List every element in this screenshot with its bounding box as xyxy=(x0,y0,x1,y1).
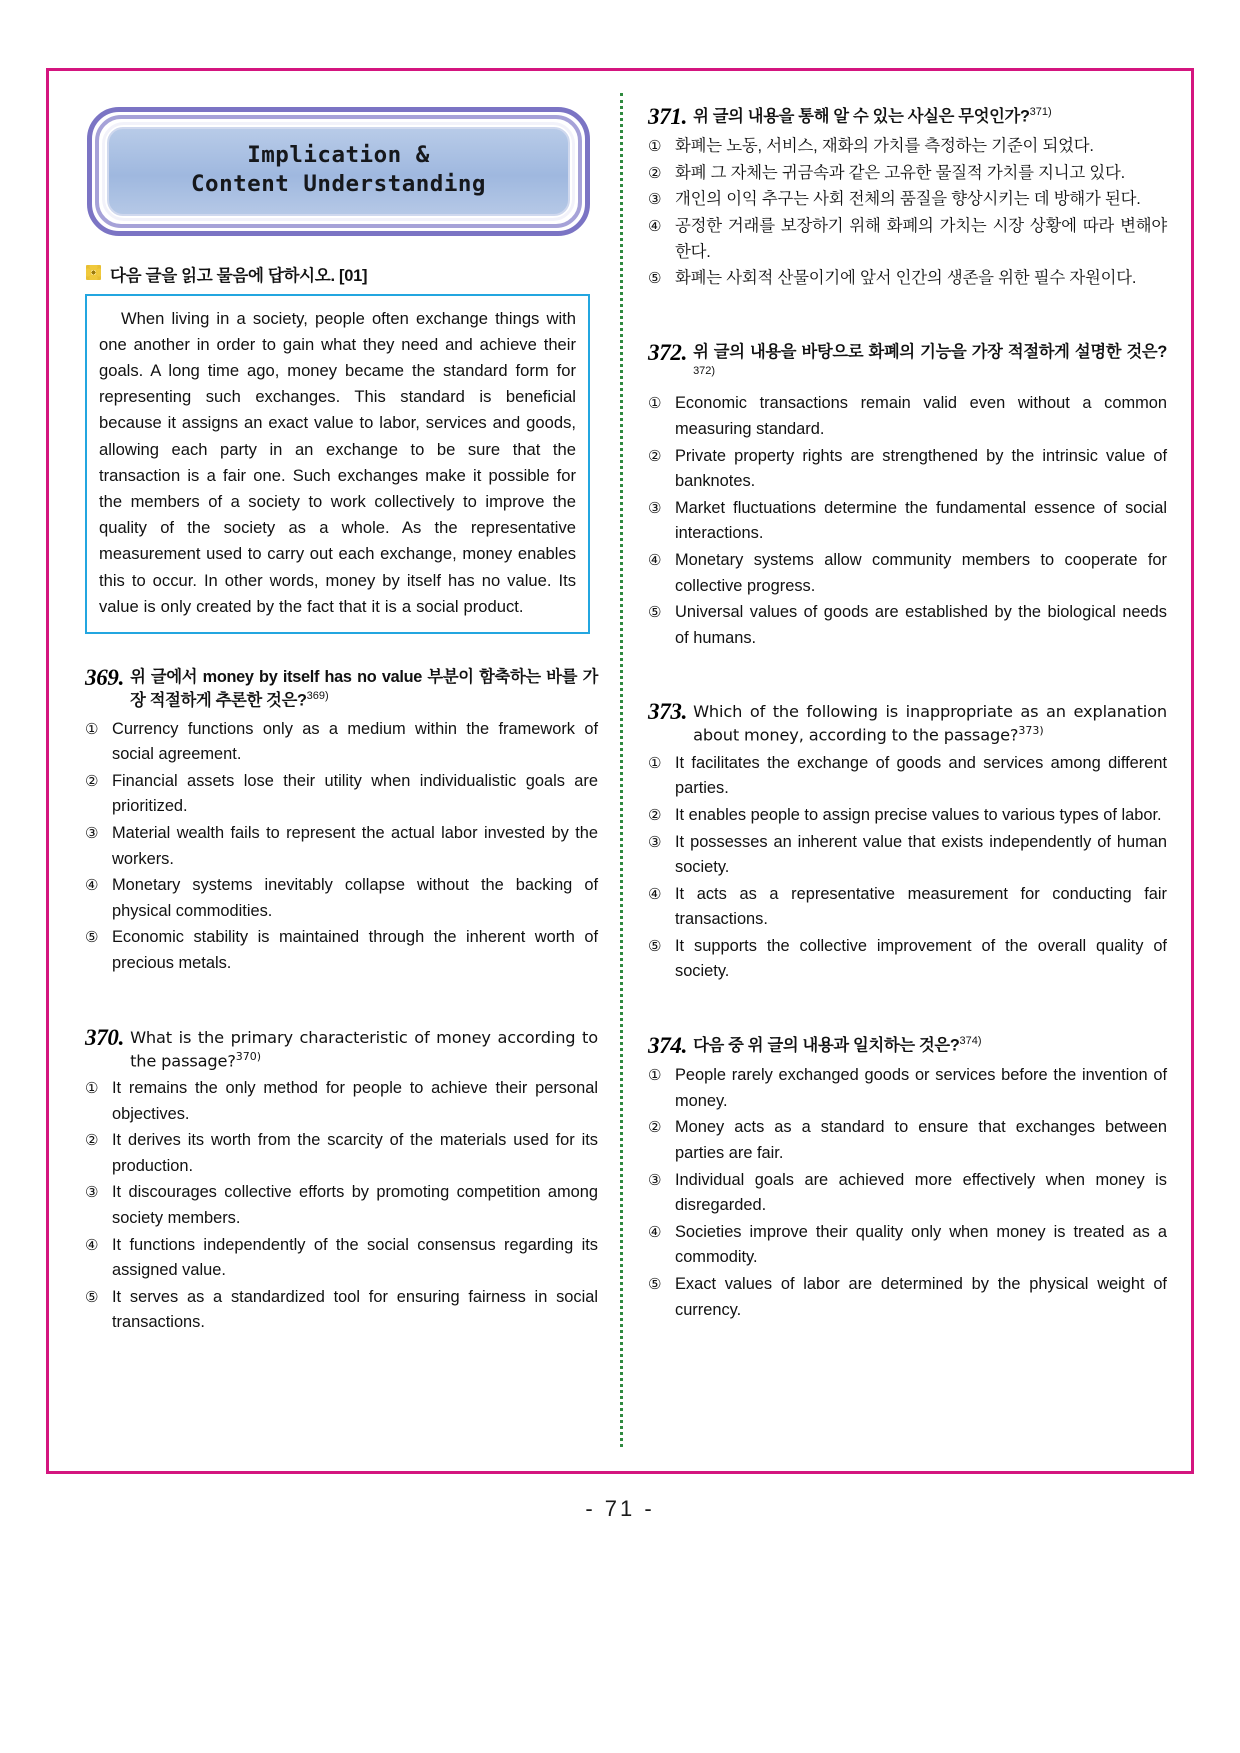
choice-marker: ① xyxy=(648,1067,662,1085)
choice-list xyxy=(648,751,1167,985)
choice-marker: ④ xyxy=(85,877,99,895)
choice-text: Financial assets lose their utility when individualistic goals are prioritized. xyxy=(112,771,598,816)
choice-item[interactable] xyxy=(85,1076,598,1127)
choice-text: It enables people to assign precise values to various types of labor. xyxy=(675,805,1162,824)
choice-text: It functions independently of the social consensus regarding its assigned value. xyxy=(112,1235,598,1280)
choice-text: It discourages collective efforts by promoting competition among society members. xyxy=(112,1183,598,1227)
question-prompt: 위 글에서 money by itself has no value 부분이 함축하는 바를 가장 적절하게 추론한 것은?$^{369)}$ xyxy=(130,667,598,710)
choice-marker: ② xyxy=(648,164,662,182)
choice-text: Currency functions only as a medium within the framework of social agreement. xyxy=(112,719,598,764)
choice-text: It possesses an inherent value that exists independently of human society. xyxy=(675,832,1167,877)
choice-item[interactable] xyxy=(648,882,1167,933)
choice-item[interactable] xyxy=(648,1168,1167,1219)
choice-item[interactable] xyxy=(648,391,1167,442)
choice-item[interactable] xyxy=(648,830,1167,881)
choice-list xyxy=(648,391,1167,651)
section-title-line-2: Content Understanding xyxy=(191,171,486,198)
question-373 xyxy=(648,698,1167,985)
choice-text: Market fluctuations determine the fundamental essence of social interactions. xyxy=(675,498,1167,543)
choice-list xyxy=(85,717,598,977)
choice-item[interactable] xyxy=(648,934,1167,985)
choice-text: Societies improve their quality only when money is treated as a commodity. xyxy=(675,1222,1167,1267)
choice-text: Material wealth fails to represent the actual labor invested by the workers. xyxy=(112,824,598,868)
choice-item[interactable] xyxy=(648,803,1167,829)
flower-icon xyxy=(85,264,102,281)
choice-text: Monetary systems allow community members to cooperate for collective progress. xyxy=(675,550,1167,595)
choice-marker: ③ xyxy=(648,833,662,851)
choice-text: 개인의 이익 추구는 사회 전체의 품질을 향상시키는 데 방해가 된다. xyxy=(675,190,1141,209)
choice-text: Economic transactions remain valid even without a common measuring standard. xyxy=(675,394,1167,438)
choice-text: 화폐는 노동, 서비스, 재화의 가치를 측정하는 기준이 되었다. xyxy=(675,137,1094,156)
choice-marker: ⑤ xyxy=(648,937,662,955)
choice-text: Universal values of goods are established by the biological needs of humans. xyxy=(675,603,1167,647)
question-number: 372. xyxy=(648,339,688,365)
choice-text: Individual goals are achieved more effectively when money is disregarded. xyxy=(675,1170,1167,1215)
choice-text: Economic stability is maintained through the inherent worth of precious metals. xyxy=(112,928,598,972)
question-369 xyxy=(85,664,598,977)
choice-marker: ① xyxy=(85,720,99,738)
question-prompt: Which of the following is inappropriate as an explanation about money, according to the passage?$^{373)}$ xyxy=(693,702,1167,745)
choice-item[interactable] xyxy=(85,821,598,872)
choice-marker: ① xyxy=(648,138,662,156)
question-prompt: 다음 중 위 글의 내용과 일치하는 것은?$^{374)}$ xyxy=(693,1035,982,1055)
choice-item[interactable] xyxy=(648,548,1167,599)
choice-item[interactable] xyxy=(85,769,598,820)
choice-text: 화폐는 사회적 산물이기에 앞서 인간의 생존을 위한 필수 자원이다. xyxy=(675,269,1137,288)
choice-list xyxy=(648,134,1167,292)
directive-line xyxy=(85,262,598,286)
choice-item[interactable] xyxy=(85,717,598,768)
choice-text: It supports the collective improvement of the overall quality of society. xyxy=(675,936,1167,981)
choice-item[interactable] xyxy=(648,496,1167,547)
passage-text: When living in a society, people often exchange things with one another in order to gain what they need and achieve their goals. A long time ago, money became the standard form for representing such exchanges. This standard is beneficial because it assigns an exact value to labor, services and goods, allowing each party in an exchange to be sure that the transaction is a fair one. Such exchanges make it possible for the members of a society to work collectively to improve the quality of the society as a whole. As the representative measurement used to carry out each exchange, money enables this to occur. In other words, money by itself has no value. Its value is only created by the fact that it is a social product. xyxy=(99,308,576,616)
choice-marker: ② xyxy=(648,447,662,465)
question-number: 373. xyxy=(648,699,688,725)
choice-list xyxy=(85,1076,598,1336)
choice-text: Exact values of labor are determined by the physical weight of currency. xyxy=(675,1274,1167,1319)
choice-item[interactable] xyxy=(648,1272,1167,1323)
question-number: 370. xyxy=(85,1024,125,1050)
question-prompt: 위 글의 내용을 바탕으로 화폐의 기능을 가장 적절하게 설명한 것은?$^{372)}$ xyxy=(693,342,1167,377)
choice-marker: ① xyxy=(648,754,662,772)
choice-text: Money acts as a standard to ensure that exchanges between parties are fair. xyxy=(675,1118,1167,1162)
choice-item[interactable] xyxy=(648,1063,1167,1114)
choice-text: People rarely exchanged goods or services before the invention of money. xyxy=(675,1066,1167,1110)
choice-item[interactable] xyxy=(85,925,598,976)
choice-item[interactable] xyxy=(648,214,1167,265)
choice-text: Private property rights are strengthened by the intrinsic value of banknotes. xyxy=(675,446,1167,491)
reading-passage-box xyxy=(85,294,590,634)
choice-marker: ② xyxy=(648,806,662,824)
choice-item[interactable] xyxy=(648,134,1167,160)
choice-item[interactable] xyxy=(648,1220,1167,1271)
choice-text: It serves as a standardized tool for ensuring fairness in social transactions. xyxy=(112,1287,598,1332)
choice-marker: ⑤ xyxy=(648,604,662,622)
question-number: 374. xyxy=(648,1033,688,1059)
choice-marker: ④ xyxy=(85,1236,99,1254)
choice-marker: ④ xyxy=(648,551,662,569)
choice-marker: ③ xyxy=(648,1171,662,1189)
question-370 xyxy=(85,1024,598,1336)
choice-text: 화폐 그 자체는 귀금속과 같은 고유한 물질적 가치를 지니고 있다. xyxy=(675,163,1126,182)
worksheet-page-frame xyxy=(46,68,1194,1474)
question-prompt: 위 글의 내용을 통해 알 수 있는 사실은 무엇인가?$^{371)}$ xyxy=(693,106,1052,126)
choice-marker: ③ xyxy=(85,1184,99,1202)
choice-text: Monetary systems inevitably collapse without the backing of physical commodities. xyxy=(112,876,598,920)
choice-marker: ③ xyxy=(648,499,662,517)
choice-item[interactable] xyxy=(648,187,1167,213)
choice-text: 공정한 거래를 보장하기 위해 화폐의 가치는 시장 상황에 따라 변해야 한다. xyxy=(675,216,1167,261)
choice-marker: ⑤ xyxy=(85,929,99,947)
choice-item[interactable] xyxy=(648,444,1167,495)
choice-marker: ④ xyxy=(648,1223,662,1241)
choice-marker: ⑤ xyxy=(648,270,662,288)
choice-item[interactable] xyxy=(648,1115,1167,1166)
choice-item[interactable] xyxy=(85,873,598,924)
question-prompt: What is the primary characteristic of money according to the passage?$^{370)}$ xyxy=(130,1027,598,1070)
choice-marker: ③ xyxy=(648,191,662,209)
choice-list xyxy=(648,1063,1167,1323)
page-number: - 71 - xyxy=(585,1496,655,1521)
question-number: 369. xyxy=(85,664,125,690)
choice-marker: ④ xyxy=(648,217,662,235)
choice-text: It derives its worth from the scarcity of the materials used for its production. xyxy=(112,1131,598,1175)
choice-item[interactable] xyxy=(648,600,1167,651)
choice-item[interactable] xyxy=(85,1285,598,1336)
directive-text: 다음 글을 읽고 물음에 답하시오. [01] xyxy=(110,266,368,285)
question-number: 371. xyxy=(648,104,688,129)
choice-marker: ② xyxy=(648,1119,662,1137)
section-title-line-1: Implication & xyxy=(247,142,430,168)
left-column xyxy=(57,79,620,1463)
choice-item[interactable] xyxy=(85,1233,598,1284)
choice-marker: ① xyxy=(648,395,662,413)
choice-item[interactable] xyxy=(85,1180,598,1231)
choice-marker: ② xyxy=(85,1132,99,1150)
question-371 xyxy=(648,103,1167,292)
section-title-banner xyxy=(87,107,590,236)
choice-item[interactable] xyxy=(648,161,1167,187)
choice-marker: ① xyxy=(85,1079,99,1097)
choice-marker: ⑤ xyxy=(85,1288,99,1306)
choice-text: It acts as a representative measurement for conducting fair transactions. xyxy=(675,884,1167,929)
choice-marker: ④ xyxy=(648,885,662,903)
choice-item[interactable] xyxy=(648,266,1167,292)
choice-marker: ② xyxy=(85,772,99,790)
choice-marker: ③ xyxy=(85,825,99,843)
question-374 xyxy=(648,1032,1167,1323)
choice-text: It remains the only method for people to achieve their personal objectives. xyxy=(112,1078,598,1123)
question-372 xyxy=(648,339,1167,652)
choice-item[interactable] xyxy=(85,1128,598,1179)
right-column xyxy=(620,79,1183,1463)
choice-text: It facilitates the exchange of goods and services among different parties. xyxy=(675,753,1167,798)
choice-marker: ⑤ xyxy=(648,1275,662,1293)
choice-item[interactable] xyxy=(648,751,1167,802)
